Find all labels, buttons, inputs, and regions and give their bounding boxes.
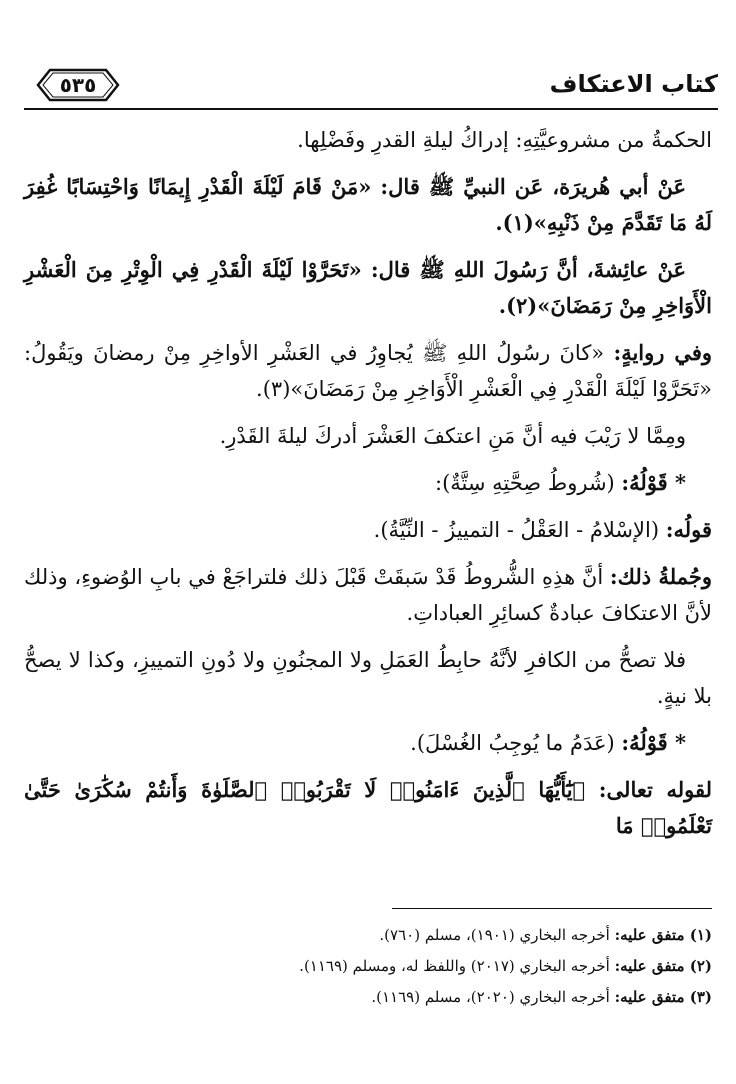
footnote-lead: (٣) متفق عليه: (614, 988, 712, 1006)
paragraph (24, 122, 712, 158)
paragraph-text: أنَّ هذِهِ الشُّروطُ قَدْ سَبقَتْ قَبْلَ ذلك فلتراجَعْ في بابِ الوُضوءِ، وذلك لأنَّ الاعتكافَ عبادةٌ كسائِرِ العباداتِ. (24, 565, 712, 625)
paragraph-text: الحكمةُ من مشروعيَّتِهِ: إدراكُ ليلةِ القدرِ وفَضْلِها. (297, 128, 712, 152)
footnote-lead: (٢) متفق عليه: (614, 957, 712, 975)
footnote-lead: (١) متفق عليه: (614, 926, 712, 944)
footnote (24, 982, 712, 1013)
paragraph-text: «كانَ رسُولُ اللهِ ﷺ يُجاوِرُ في العَشْرِ الأواخِرِ مِنْ رمضانَ ويَقُولُ: «تَحَرَّوْا لَيْلَةَ الْقَدْرِ فِي الْعَشْرِ الْأَوَاخِرِ مِنْ رَمَضَانَ»(٣). (24, 341, 712, 401)
footnotes (24, 920, 712, 1013)
header-rule (24, 108, 718, 110)
heading-lead: * قَوْلُهُ: (621, 730, 686, 755)
heading-text: (عَدَمُ ما يُوجِبُ الغُسْلَ). (410, 731, 622, 755)
heading-lead: * قَوْلُهُ: (621, 470, 686, 495)
paragraph (24, 335, 712, 407)
paragraph (24, 252, 712, 324)
paragraph (24, 642, 712, 714)
paragraph-lead: وجُملةُ ذلك: (609, 564, 712, 589)
paragraph-lead: لقوله تعالى: (598, 777, 712, 802)
main-text (24, 122, 712, 855)
heading-text: (شُروطُ صِحَّتِهِ سِتَّةٌ): (435, 471, 622, 495)
footnote-text: أخرجه البخاري (٢٠١٧) واللفظ له، ومسلم (١١٦٩). (299, 957, 615, 975)
footnote (24, 920, 712, 951)
section-heading (24, 725, 712, 761)
footnote-text: أخرجه البخاري (٢٠٢٠)، مسلم (١١٦٩). (371, 988, 615, 1006)
section-heading (24, 465, 712, 501)
paragraph-text: عَنْ عائِشةَ، أنَّ رَسُولَ اللهِ ﷺ قال: «تَحَرَّوْا لَيْلَةَ الْقَدْرِ فِي الْوِتْرِ مِنَ الْعَشْرِ الْأَوَاخِرِ مِنْ رَمَضَانَ»(٢). (24, 257, 712, 318)
page-number: ٥٣٥ (59, 73, 97, 97)
paragraph-text: (الإسْلامُ - العَقْلُ - التمييزُ - النِّيَّةُ). (373, 518, 666, 542)
footnote-rule (392, 908, 712, 909)
paragraph-lead: وفي روايةٍ: (613, 340, 713, 365)
book-title: كتاب الاعتكاف (549, 70, 718, 98)
footnote-text: أخرجه البخاري (١٩٠١)، مسلم (٧٦٠). (379, 926, 615, 944)
paragraph (24, 169, 712, 241)
paragraph (24, 559, 712, 631)
paragraph-text: عَنْ أبي هُريرَة، عَن النبيِّ ﷺ قال: «مَنْ قَامَ لَيْلَةَ الْقَدْرِ إِيمَانًا وَاحْتِسَابًا غُفِرَ لَهُ مَا تَقَدَّمَ مِنْ ذَنْبِهِ»(١). (24, 174, 712, 235)
page-number-frame (36, 68, 120, 102)
paragraph (24, 772, 712, 844)
quran-verse: ﴿يَٰٓأَيُّهَا ٱلَّذِينَ ءَامَنُوا۟ لَا تَقْرَبُوا۟ ٱلصَّلَوٰةَ وَأَنتُمْ سُكَٰرَىٰ حَتَّىٰ تَعْلَمُوا۟ مَا (24, 777, 712, 838)
paragraph (24, 512, 712, 548)
footnote (24, 951, 712, 982)
page-header (20, 64, 718, 110)
paragraph (24, 418, 712, 454)
paragraph-text: فلا تصحُّ من الكافرِ لأنَّهُ حابِطُ العَمَلِ ولا المجنُونِ ولا دُونِ التمييزِ، وكذا لا يصحُّ بلا نيةٍ. (24, 648, 712, 708)
paragraph-lead: قولُه: (665, 517, 712, 542)
paragraph-text: ومِمَّا لا رَيْبَ فيه أنَّ مَنِ اعتكفَ العَشْرَ أدركَ ليلةَ القَدْرِ. (219, 424, 686, 448)
